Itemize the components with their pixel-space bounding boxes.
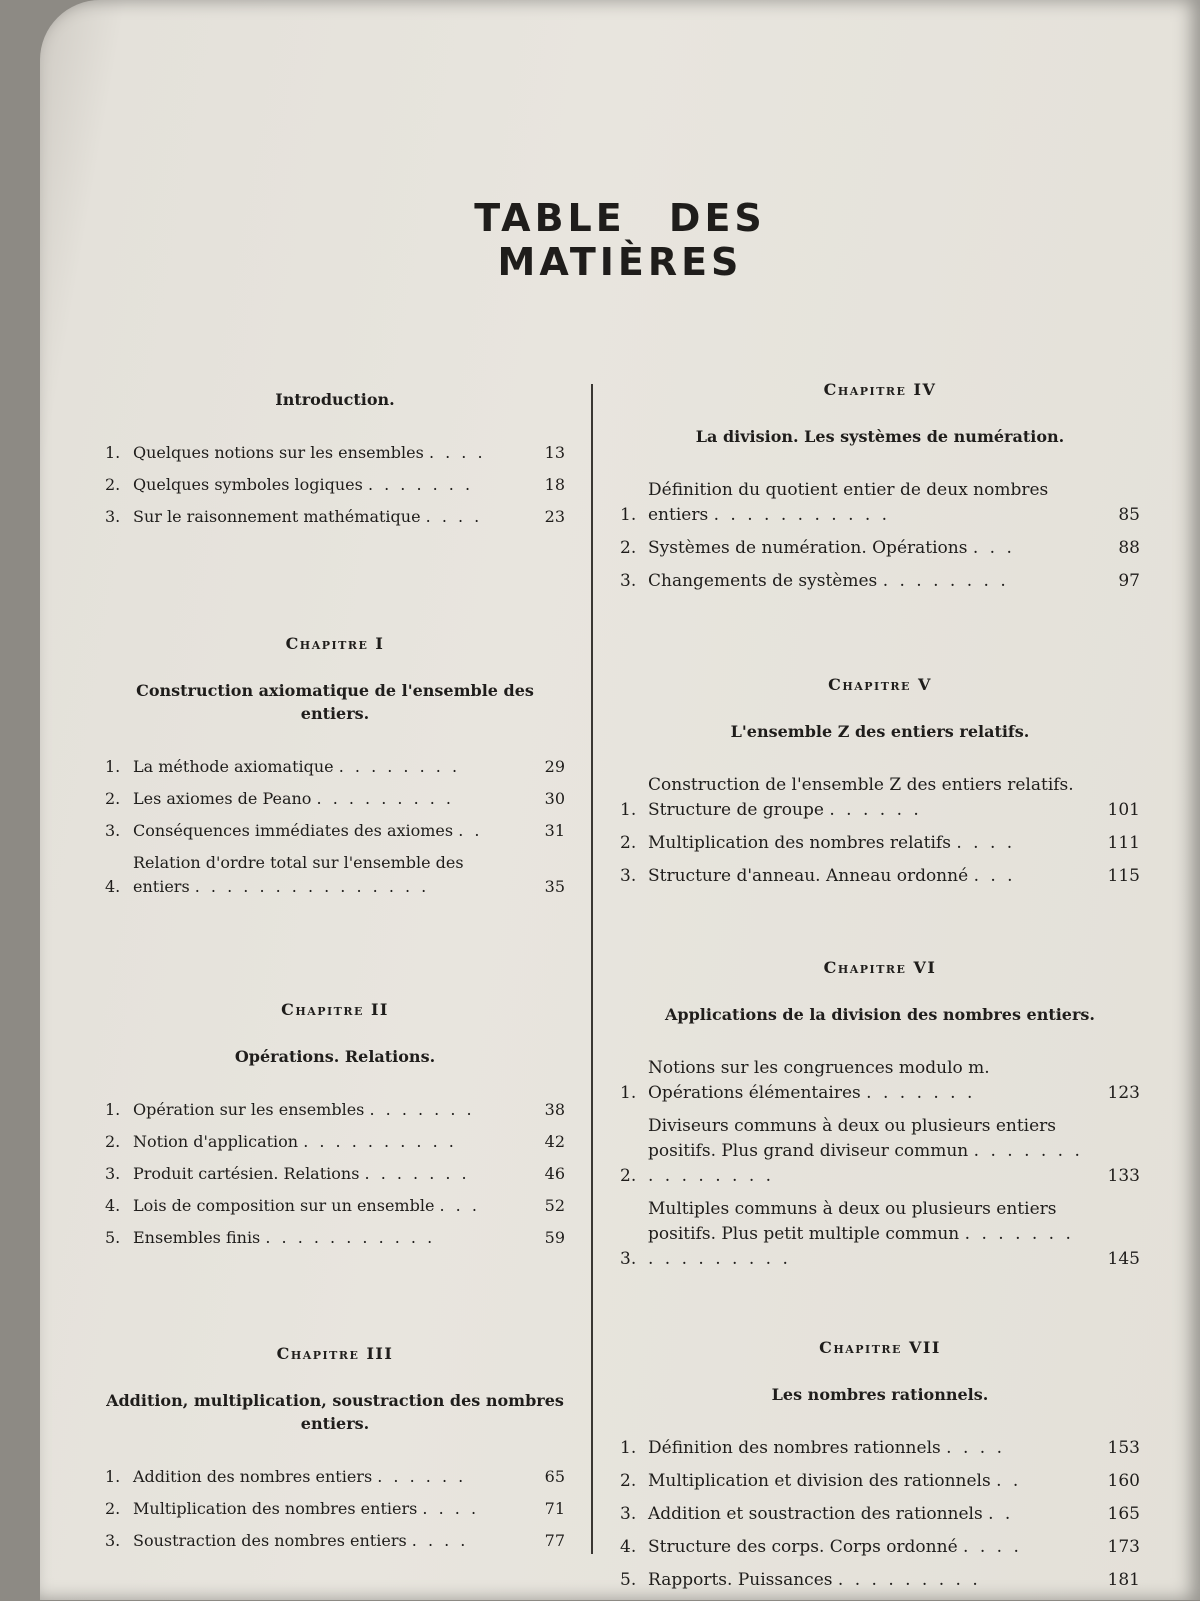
chapter-label: Chapitre V (828, 675, 932, 694)
entry-page-number: 65 (544, 1467, 565, 1486)
entry-title: Notions sur les congruences modulo m. Opérations élémentaires (648, 1058, 990, 1103)
chapter-title: Construction axiomatique de l'ensemble des entiers. (136, 681, 534, 723)
entry-text (133, 505, 521, 529)
entry-page-number: 173 (1107, 1537, 1140, 1557)
toc-entry (105, 1465, 565, 1489)
chapter-label: Chapitre II (281, 1000, 389, 1019)
toc-entry (105, 1226, 565, 1250)
entry-number: 3. (105, 1164, 121, 1183)
chapter-title: Addition, multiplication, soustraction des nombres entiers. (106, 1391, 564, 1433)
entry-title: Soustraction des nombres entiers (133, 1531, 407, 1550)
chapter-title: L'ensemble Z des entiers relatifs. (730, 722, 1030, 741)
entry-text (648, 478, 1096, 528)
leader-dots: . . . . . . (377, 1467, 467, 1486)
entry-page-number: 133 (1107, 1166, 1140, 1186)
entry-page-number: 35 (544, 877, 565, 896)
toc-entry (620, 536, 1140, 561)
entry-page-number: 59 (544, 1228, 565, 1247)
entry-page-number: 115 (1107, 866, 1140, 886)
toc-entry (620, 569, 1140, 594)
leader-dots: . . . . . . . . . . . . . . . . (648, 1224, 1074, 1269)
entry-page-number: 181 (1107, 1570, 1140, 1590)
toc-entry (105, 1529, 565, 1553)
entry-number: 2. (105, 1499, 121, 1518)
entry-page-number: 42 (544, 1132, 565, 1151)
entry-page-number: 31 (544, 821, 565, 840)
entry-page-number: 38 (544, 1100, 565, 1119)
chapter-label: Chapitre I (285, 634, 385, 653)
entry-title: Quelques symboles logiques (133, 475, 363, 494)
toc-entry (620, 1568, 1140, 1593)
entry-text (133, 851, 521, 899)
section-chapter-6 (620, 958, 1140, 1280)
leader-dots: . . . (439, 1196, 480, 1215)
entry-title: Opération sur les ensembles (133, 1100, 365, 1119)
toc-entry (620, 773, 1140, 823)
entry-text (133, 1226, 521, 1250)
entry-number: 4. (105, 877, 121, 896)
leader-dots: . . . . . . . . (338, 757, 461, 776)
entry-title: Les axiomes de Peano (133, 789, 312, 808)
entry-title: Construction de l'ensemble Z des entiers relatifs. Structure de groupe (648, 775, 1074, 820)
entry-page-number: 111 (1107, 833, 1140, 853)
entry-title: Sur le raisonnement mathématique (133, 507, 421, 526)
entry-title: Multiples communs à deux ou plusieurs entiers positifs. Plus petit multiple commun (648, 1199, 1057, 1244)
entry-title: Notion d'application (133, 1132, 299, 1151)
leader-dots: . . (988, 1504, 1014, 1524)
entry-text (133, 1529, 521, 1553)
entry-number: 1. (105, 1100, 121, 1119)
toc-entry (105, 473, 565, 497)
toc-entry (105, 1194, 565, 1218)
entry-title: Rapports. Puissances (648, 1570, 833, 1590)
leader-dots: . . . . . . . . . . . . . . . (194, 877, 430, 896)
toc-entry (105, 755, 565, 779)
entry-page-number: 165 (1107, 1504, 1140, 1524)
entry-text (648, 569, 1096, 594)
column-divider (591, 384, 593, 1554)
entry-page-number: 71 (544, 1499, 565, 1518)
leader-dots: . . . . . . . (369, 1100, 475, 1119)
toc-entry (620, 1535, 1140, 1560)
entry-page-number: 29 (544, 757, 565, 776)
entry-title: Diviseurs communs à deux ou plusieurs entiers positifs. Plus grand diviseur commun (648, 1116, 1057, 1161)
chapter-label: Chapitre IV (823, 380, 937, 399)
toc-entry (105, 441, 565, 465)
entry-title: Conséquences immédiates des axiomes (133, 821, 454, 840)
entry-list (620, 773, 1140, 889)
entry-text (133, 441, 521, 465)
section-chapter-3 (105, 1344, 565, 1561)
chapter-title: Les nombres rationnels. (771, 1385, 989, 1404)
entry-title: Multiplication des nombres relatifs (648, 833, 951, 853)
toc-entry (105, 1497, 565, 1521)
entry-number: 1. (105, 443, 121, 462)
entry-list (105, 441, 565, 529)
entry-title: Multiplication et division des rationnels (648, 1471, 991, 1491)
entry-page-number: 18 (544, 475, 565, 494)
leader-dots: . . . . (411, 1531, 469, 1550)
section-chapter-1 (105, 634, 565, 907)
entry-text (648, 1197, 1096, 1272)
toc-entry (620, 1197, 1140, 1272)
entry-number: 2. (105, 789, 121, 808)
toc-entry (620, 1114, 1140, 1189)
entry-page-number: 145 (1107, 1249, 1140, 1269)
page-title: TABLE DES MATIÈRES (474, 196, 766, 284)
entry-number: 1. (620, 1083, 637, 1103)
entry-page-number: 85 (1118, 505, 1140, 525)
toc-entry (620, 1502, 1140, 1527)
leader-dots: . . . (973, 866, 1016, 886)
entry-number: 2. (620, 1166, 637, 1186)
entry-list (105, 1465, 565, 1553)
chapter-label: Chapitre VII (819, 1338, 941, 1357)
leader-dots: . . . . . . . . . . (303, 1132, 457, 1151)
entry-title: Lois de composition sur un ensemble (133, 1196, 435, 1215)
entry-page-number: 23 (544, 507, 565, 526)
entry-number: 2. (105, 475, 121, 494)
leader-dots: . . . . . . . . . (837, 1570, 981, 1590)
entry-title: Multiplication des nombres entiers (133, 1499, 418, 1518)
entry-text (648, 1502, 1096, 1527)
entry-list (105, 1098, 565, 1250)
toc-entry (620, 864, 1140, 889)
leader-dots: . . . . (428, 443, 486, 462)
toc-entry (620, 1056, 1140, 1106)
book-page (40, 0, 1200, 1600)
section-introduction (105, 388, 565, 537)
section-chapter-7 (620, 1338, 1140, 1601)
entry-text (648, 536, 1096, 561)
entry-number: 3. (105, 821, 121, 840)
entry-page-number: 97 (1118, 571, 1140, 591)
toc-entry (620, 478, 1140, 528)
leader-dots: . . . . (963, 1537, 1022, 1557)
entry-page-number: 13 (544, 443, 565, 462)
entry-text (648, 831, 1096, 856)
entry-text (648, 1436, 1096, 1461)
entry-text (133, 787, 521, 811)
section-chapter-2 (105, 1000, 565, 1258)
entry-page-number: 123 (1107, 1083, 1140, 1103)
chapter-label: Chapitre VI (823, 958, 937, 977)
entry-list (620, 478, 1140, 594)
entry-title: Ensembles finis (133, 1228, 261, 1247)
entry-text (133, 819, 521, 843)
entry-list (620, 1436, 1140, 1593)
leader-dots: . . . . . . . . (882, 571, 1009, 591)
leader-dots: . . (458, 821, 483, 840)
chapter-title: Applications de la division des nombres entiers. (665, 1005, 1095, 1024)
chapter-title: Introduction. (275, 390, 395, 409)
chapter-title: La division. Les systèmes de numération. (695, 427, 1065, 446)
entry-number: 3. (620, 571, 637, 591)
entry-text (648, 1535, 1096, 1560)
entry-number: 3. (105, 1531, 121, 1550)
entry-title: Changements de systèmes (648, 571, 878, 591)
entry-text (648, 864, 1096, 889)
leader-dots: . . . . . . . . . . . (713, 505, 891, 525)
toc-entry (105, 819, 565, 843)
leader-dots: . . . . (422, 1499, 480, 1518)
entry-number: 1. (620, 1438, 637, 1458)
leader-dots: . . . (972, 538, 1015, 558)
entry-number: 4. (105, 1196, 121, 1215)
toc-entry (105, 1130, 565, 1154)
entry-title: Relation d'ordre total sur l'ensemble des entiers (133, 853, 464, 896)
entry-number: 5. (105, 1228, 121, 1247)
entry-number: 3. (620, 1504, 637, 1524)
entry-number: 1. (620, 800, 637, 820)
entry-text (133, 1194, 521, 1218)
toc-entry (105, 851, 565, 899)
entry-text (133, 1162, 521, 1186)
entry-title: Addition et soustraction des rationnels (648, 1504, 983, 1524)
entry-page-number: 46 (544, 1164, 565, 1183)
leader-dots: . . . . (946, 1438, 1005, 1458)
toc-entry (105, 787, 565, 811)
entry-number: 3. (620, 866, 637, 886)
leader-dots: . . . . . . . . . (316, 789, 454, 808)
entry-text (648, 1568, 1096, 1593)
toc-entry (620, 1469, 1140, 1494)
entry-text (133, 1098, 521, 1122)
section-chapter-5 (620, 675, 1140, 897)
entry-title: Définition des nombres rationnels (648, 1438, 941, 1458)
entry-text (648, 773, 1096, 823)
entry-number: 3. (620, 1249, 637, 1269)
entry-title: Définition du quotient entier de deux nombres entiers (648, 480, 1049, 525)
leader-dots: . . . . . . . . . . . . . . . (648, 1141, 1083, 1186)
entry-number: 1. (105, 1467, 121, 1486)
leader-dots: . . . . . . (829, 800, 922, 820)
section-chapter-4 (620, 380, 1140, 602)
entry-text (648, 1056, 1096, 1106)
entry-number: 2. (620, 538, 637, 558)
entry-number: 4. (620, 1537, 637, 1557)
leader-dots: . . . . (425, 507, 483, 526)
entry-text (648, 1469, 1096, 1494)
entry-number: 5. (620, 1570, 637, 1590)
entry-title: Quelques notions sur les ensembles (133, 443, 424, 462)
toc-entry (620, 1436, 1140, 1461)
toc-entry (105, 1098, 565, 1122)
entry-text (648, 1114, 1096, 1189)
entry-text (133, 1130, 521, 1154)
leader-dots: . . . . . . . (364, 1164, 470, 1183)
leader-dots: . . (996, 1471, 1022, 1491)
entry-text (133, 1465, 521, 1489)
entry-page-number: 153 (1107, 1438, 1140, 1458)
entry-page-number: 101 (1107, 800, 1140, 820)
chapter-label: Chapitre III (276, 1344, 394, 1363)
entry-title: La méthode axiomatique (133, 757, 334, 776)
leader-dots: . . . . . . . (367, 475, 474, 494)
entry-page-number: 30 (544, 789, 565, 808)
entry-list (105, 755, 565, 899)
entry-title: Systèmes de numération. Opérations (648, 538, 968, 558)
entry-title: Structure d'anneau. Anneau ordonné (648, 866, 969, 886)
entry-number: 2. (620, 1471, 637, 1491)
toc-entry (105, 1162, 565, 1186)
entry-page-number: 88 (1118, 538, 1140, 558)
entry-text (133, 755, 521, 779)
entry-number: 1. (620, 505, 637, 525)
entry-list (620, 1056, 1140, 1272)
chapter-title: Opérations. Relations. (234, 1047, 436, 1066)
entry-page-number: 77 (544, 1531, 565, 1550)
entry-number: 3. (105, 507, 121, 526)
entry-number: 2. (105, 1132, 121, 1151)
entry-title: Structure des corps. Corps ordonné (648, 1537, 958, 1557)
entry-text (133, 473, 521, 497)
toc-entry (105, 505, 565, 529)
leader-dots: . . . . (956, 833, 1016, 853)
entry-page-number: 52 (544, 1196, 565, 1215)
entry-text (133, 1497, 521, 1521)
leader-dots: . . . . . . . (866, 1083, 976, 1103)
entry-title: Produit cartésien. Relations (133, 1164, 360, 1183)
leader-dots: . . . . . . . . . . . (265, 1228, 436, 1247)
entry-page-number: 160 (1107, 1471, 1140, 1491)
entry-title: Addition des nombres entiers (133, 1467, 373, 1486)
entry-number: 1. (105, 757, 121, 776)
entry-number: 2. (620, 833, 637, 853)
toc-entry (620, 831, 1140, 856)
